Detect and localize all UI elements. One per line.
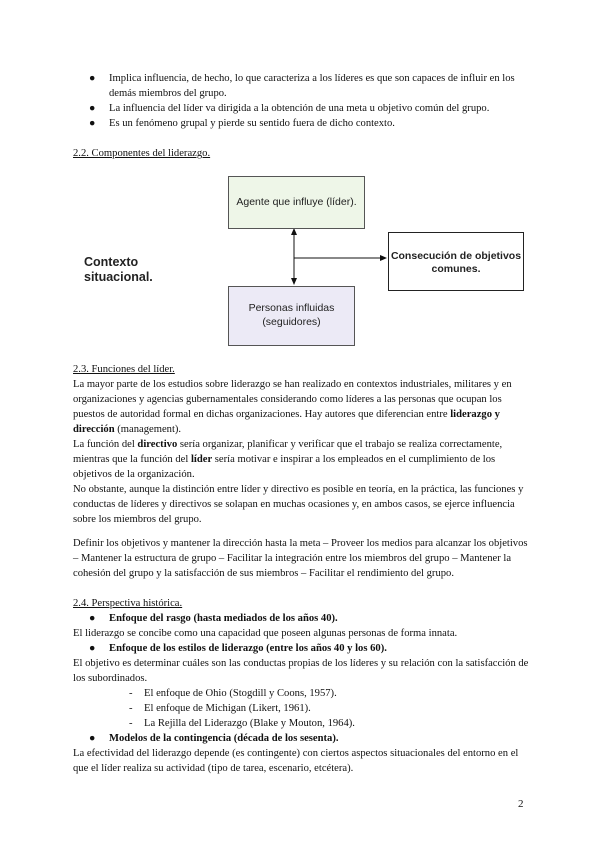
bullet-icon: ●	[89, 613, 96, 624]
list-item: ● Enfoque del rasgo (hasta mediados de los años 40).	[89, 613, 338, 624]
section-heading-2-4: 2.4. Perspectiva histórica.	[73, 598, 183, 609]
list-item: - El enfoque de Michigan (Likert, 1961).	[129, 703, 311, 714]
paragraph: No obstante, aunque la distinción entre líder y directivo es posible en teoría, en la práctica, las funciones y conductas de líderes y directivos se solapan en muchas ocasiones y, en ambos casos, se ejerce influencia sobre los miembros del grupo.	[73, 484, 524, 525]
paragraph: La efectividad del liderazgo depende (es contingente) con ciertos aspectos situacionales del entorno en el que el líder realiza su actividad (tipo de tarea, escenario, etcétera).	[73, 748, 519, 774]
list-item: ● Es un fenómeno grupal y pierde su sentido fuera de dicho contexto.	[89, 118, 395, 129]
dash-icon: -	[129, 688, 133, 699]
paragraph: La mayor parte de los estudios sobre liderazgo se han realizado en contextos industriales, militares y en organizaciones y agencias gubernamentales considerando como líderes a las personas que ocupan los puestos de autoridad formal en dichas organizaciones. Hay autores que diferencian entre liderazgo y dirección (management).	[73, 379, 512, 435]
context-label: Contexto situacional.	[84, 255, 153, 284]
paragraph: El liderazgo se concibe como una capacidad que poseen algunas personas de forma innata.	[73, 628, 458, 639]
list-item: - La Rejilla del Liderazgo (Blake y Mouton, 1964).	[129, 718, 355, 729]
list-item: - El enfoque de Ohio (Stogdill y Coons, 1957).	[129, 688, 337, 699]
bullet-icon: ●	[89, 103, 96, 114]
list-item: ● Modelos de la contingencia (década de los sesenta).	[89, 733, 339, 744]
paragraph-functions-list: Definir los objetivos y mantener la dirección hasta la meta – Proveer los medios para alcanzar los objetivos – Mantener la estructura de grupo – Facilitar la integración entre los miembros del grupo – Mantener la cohesión del grupo y la satisfacción de sus miembros – Facilitar el rendimiento del grupo.	[73, 538, 528, 579]
bullet-icon: ●	[89, 73, 96, 84]
agent-box: Agente que influye (líder).	[228, 176, 365, 229]
list-item: ● Enfoque de los estilos de liderazgo (entre los años 40 y los 60).	[89, 643, 387, 654]
goal-box: Consecución de objetivos comunes.	[388, 232, 524, 291]
paragraph: La función del directivo sería organizar, planificar y verificar que el trabajo se realiza correctamente, mientras que la función del líder sería motivar e inspirar a los empleados en el cumplimiento de los objetivos de la organización.	[73, 439, 503, 480]
list-item: ● Implica influencia, de hecho, lo que caracteriza a los líderes es que son capaces de influir en los demás miembros del grupo.	[89, 73, 515, 99]
people-box: Personas influidas (seguidores)	[228, 286, 355, 346]
dash-icon: -	[129, 703, 133, 714]
bullet-icon: ●	[89, 118, 96, 129]
section-2-3	[73, 362, 533, 527]
section-2-4	[73, 596, 533, 776]
dash-icon: -	[129, 718, 133, 729]
section-heading-2-3: 2.3. Funciones del líder.	[73, 364, 175, 375]
page-number: 2	[518, 798, 524, 810]
list-item: ● La influencia del líder va dirigida a la obtención de una meta u objetivo común del grupo.	[89, 103, 490, 114]
section-heading-2-2: 2.2. Componentes del liderazgo.	[73, 148, 211, 159]
bullet-icon: ●	[89, 733, 96, 744]
paragraph: El objetivo es determinar cuáles son las conductas propias de los líderes y su relación con la satisfacción de los subordinados.	[73, 658, 529, 684]
bullet-icon: ●	[89, 643, 96, 654]
